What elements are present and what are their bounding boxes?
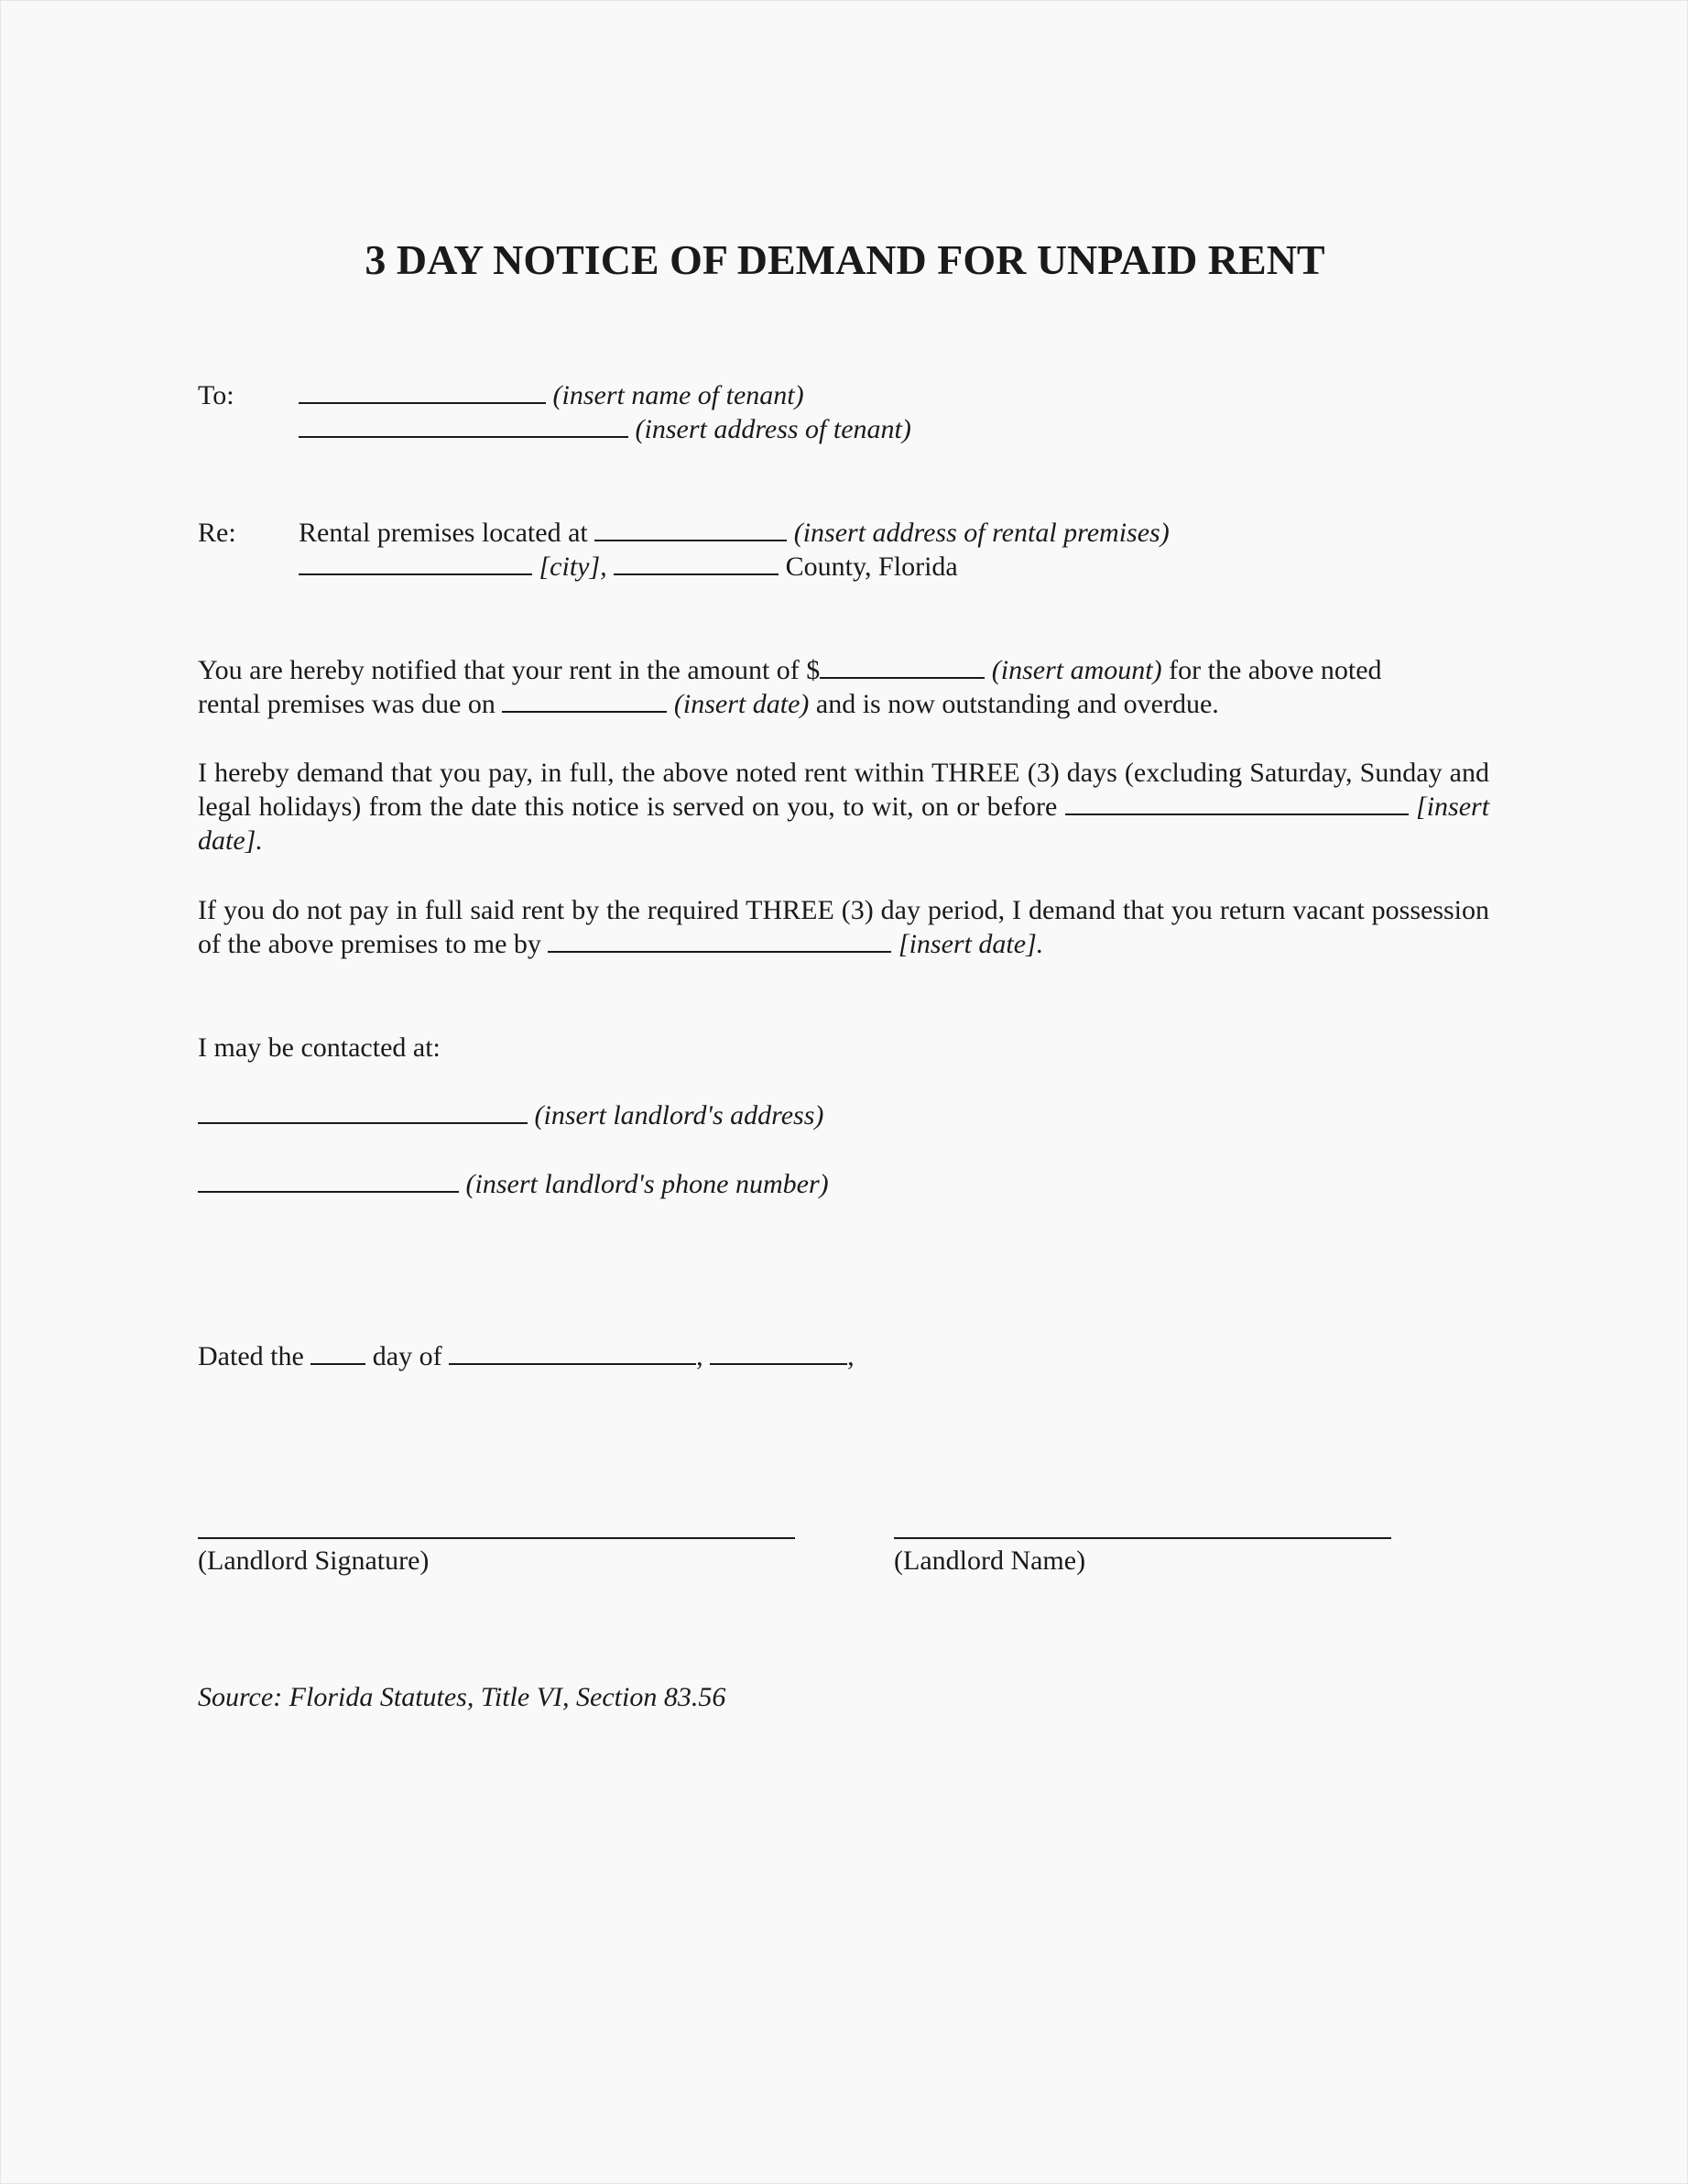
landlord-address-blank[interactable]	[198, 1098, 528, 1124]
year-blank[interactable]	[710, 1339, 847, 1365]
tenant-address-hint: (insert address of tenant)	[635, 414, 911, 444]
pay-by-date-hint: [insert date].	[198, 792, 1490, 856]
re-city-county-line	[299, 550, 958, 584]
premises-address-blank[interactable]	[594, 516, 787, 541]
para1-part1: You are hereby notified that your rent in the amount of $	[198, 655, 821, 685]
landlord-address-hint: (insert landlord's address)	[534, 1100, 824, 1130]
dated-comma1: ,	[696, 1341, 703, 1371]
premises-address-hint: (insert address of rental premises)	[793, 518, 1170, 548]
dated-comma2: ,	[847, 1341, 855, 1371]
landlord-phone-blank[interactable]	[198, 1167, 459, 1193]
dated-part2: day of	[372, 1341, 442, 1371]
contact-intro: I may be contacted at:	[198, 1032, 441, 1063]
tenant-name-hint: (insert name of tenant)	[552, 380, 804, 410]
document-title: 3 DAY NOTICE OF DEMAND FOR UNPAID RENT	[365, 236, 1325, 283]
premises-text: Rental premises located at	[299, 518, 588, 548]
to-tenant-name-line	[299, 378, 804, 413]
source-citation: Source: Florida Statutes, Title VI, Section 83.56	[198, 1682, 726, 1712]
county-blank[interactable]	[614, 550, 779, 575]
landlord-name-label: (Landlord Name)	[894, 1545, 1086, 1576]
city-blank[interactable]	[299, 550, 532, 575]
dated-part1: Dated the	[198, 1341, 304, 1371]
tenant-address-blank[interactable]	[299, 412, 628, 438]
tenant-name-blank[interactable]	[299, 378, 546, 404]
county-text: County, Florida	[785, 551, 958, 582]
amount-hint: (insert amount)	[991, 655, 1162, 685]
amount-blank[interactable]	[820, 653, 985, 679]
para1-part3: and is now outstanding and overdue.	[815, 689, 1219, 719]
vacate-date-blank[interactable]	[548, 927, 891, 953]
vacate-date-hint: [insert date].	[898, 929, 1044, 959]
re-label: Re:	[198, 518, 236, 548]
month-blank[interactable]	[449, 1339, 696, 1365]
landlord-name-line[interactable]	[894, 1537, 1391, 1539]
para3	[198, 893, 1489, 961]
dated-line	[198, 1339, 855, 1374]
landlord-signature-label: (Landlord Signature)	[198, 1545, 430, 1576]
landlord-phone-line	[198, 1167, 829, 1202]
landlord-phone-hint: (insert landlord's phone number)	[465, 1169, 829, 1199]
due-date-hint: (insert date)	[673, 689, 810, 719]
para2-text: I hereby demand that you pay, in full, the above noted rent within THREE (3) days (excluding Saturday, Sunday and legal holidays) from the date this notice is served on you, to wit, on or before	[198, 758, 1489, 822]
due-date-blank[interactable]	[502, 687, 667, 713]
day-blank[interactable]	[310, 1339, 365, 1365]
pay-by-date-blank[interactable]	[1065, 790, 1409, 815]
city-hint: [city],	[539, 551, 607, 582]
landlord-address-line	[198, 1098, 823, 1133]
landlord-signature-line[interactable]	[198, 1537, 795, 1539]
to-tenant-address-line	[299, 412, 911, 447]
para2	[198, 756, 1489, 857]
re-premises-line	[299, 516, 1170, 551]
para1-line2	[198, 687, 1219, 722]
para3-text: If you do not pay in full said rent by the required THREE (3) day period, I demand that you return vacant possession of the above premises to me by	[198, 895, 1489, 959]
para1-line1	[198, 653, 1382, 688]
to-label: To:	[198, 380, 234, 410]
para1-part2-b: rental premises was due on	[198, 689, 496, 719]
para1-part2-a: for the above noted	[1169, 655, 1382, 685]
